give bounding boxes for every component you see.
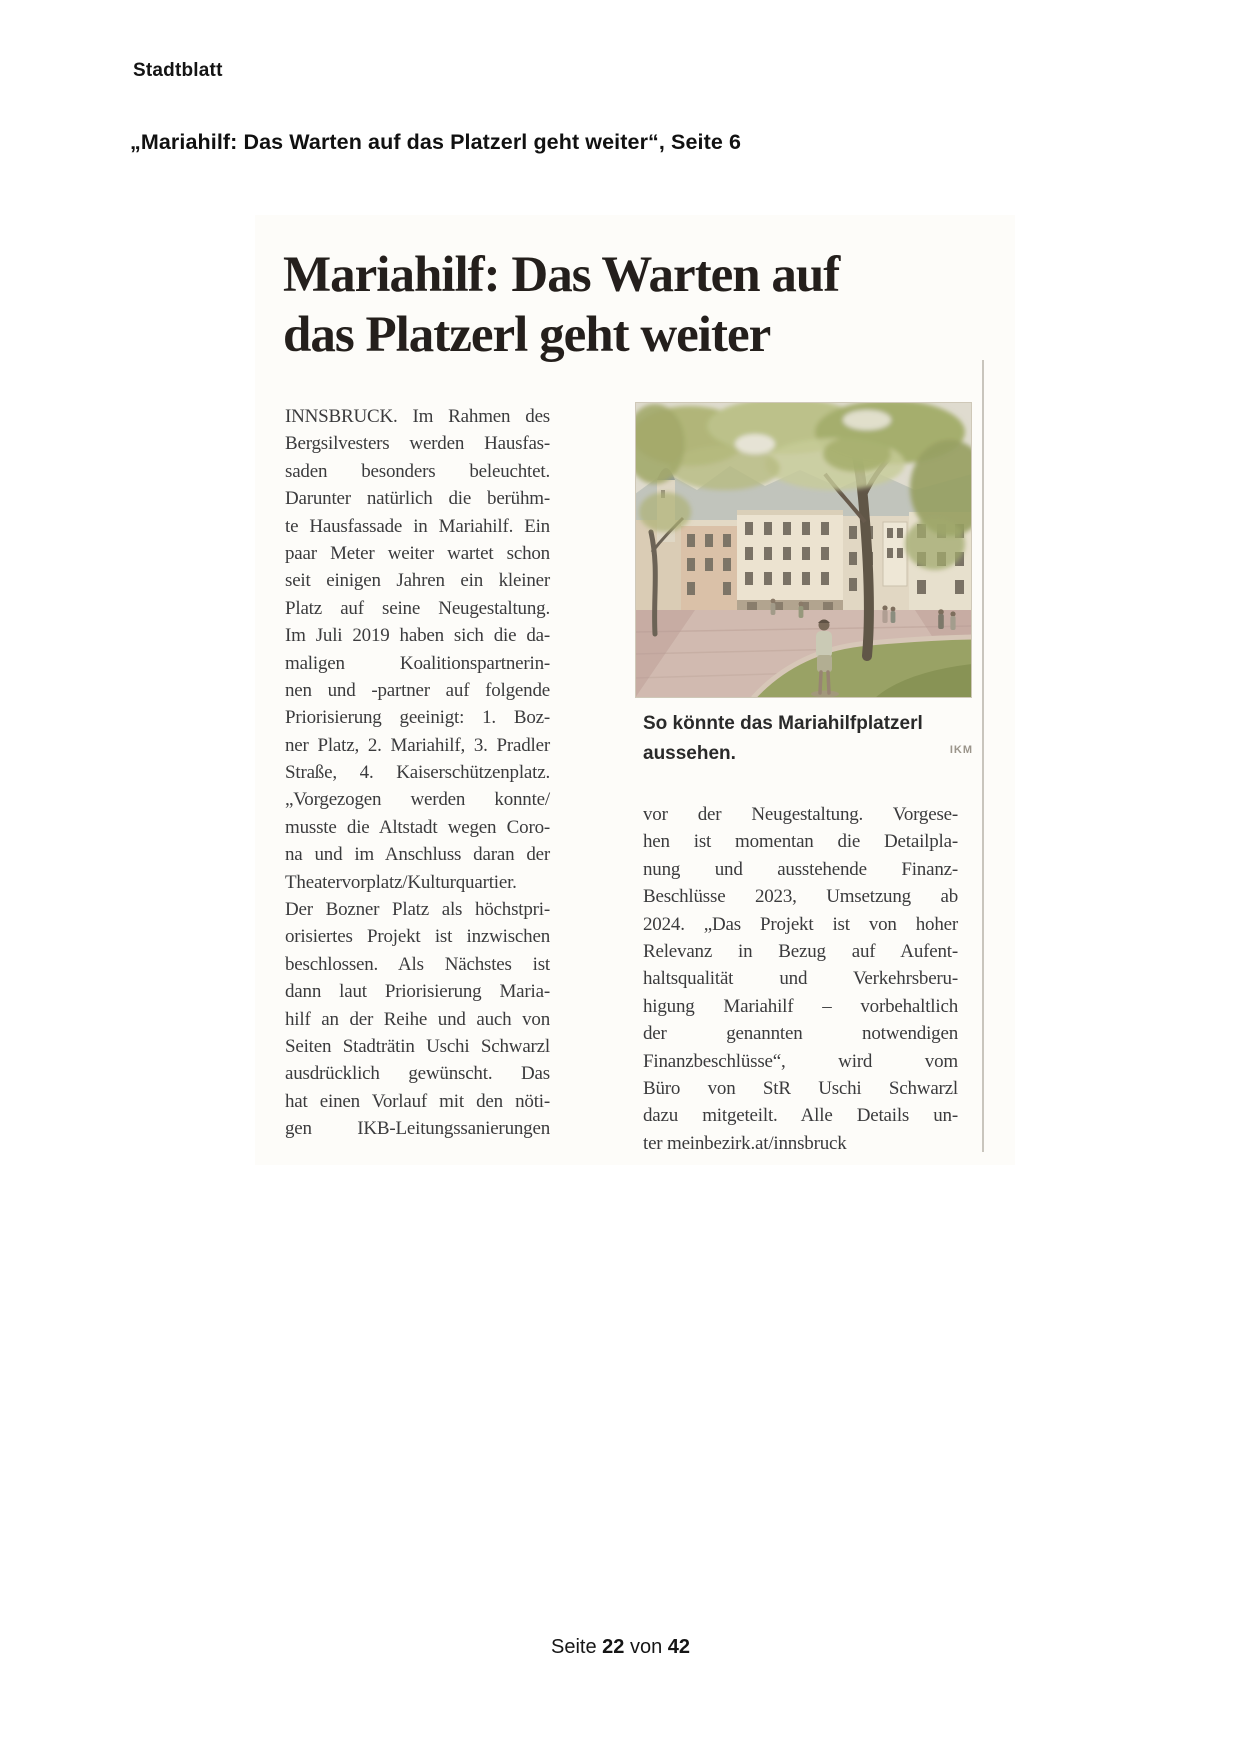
body-line: „Vorgezogen werden konnte/ bbox=[285, 789, 550, 811]
body-line: Straße, 4. Kaiserschützenplatz. bbox=[285, 762, 550, 784]
photo-credit: IKM bbox=[949, 744, 973, 756]
body-line: higung Mariahilf – vorbehaltlich bbox=[643, 995, 958, 1017]
footer-page-separator: von bbox=[624, 1636, 668, 1658]
body-line: Priorisierung geeinigt: 1. Boz- bbox=[285, 707, 550, 729]
body-line: orisiertes Projekt ist inzwischen bbox=[285, 926, 550, 948]
body-line: Der Bozner Platz als höchstpri- bbox=[285, 899, 550, 921]
body-line: nen und -partner auf folgende bbox=[285, 679, 550, 701]
body-column-right bbox=[643, 801, 958, 1157]
body-line: vor der Neugestaltung. Vorgese- bbox=[643, 804, 958, 825]
body-line: dann laut Priorisierung Maria- bbox=[285, 981, 550, 1003]
body-line: seit einigen Jahren ein kleiner bbox=[285, 570, 550, 592]
body-line: Bergsilvesters werden Hausfas- bbox=[285, 433, 550, 455]
body-line: musste die Altstadt wegen Coro- bbox=[285, 816, 550, 838]
body-line: te Hausfassade in Mariahilf. Ein bbox=[285, 515, 550, 537]
body-line: ner Platz, 2. Mariahilf, 3. Pradler bbox=[285, 734, 550, 756]
body-line: der genannten notwendigen bbox=[643, 1023, 958, 1045]
body-line: Theatervorplatz/Kulturquartier. bbox=[285, 871, 517, 893]
body-line: 2024. „Das Projekt ist von hoher bbox=[643, 913, 958, 935]
body-line: Im Juli 2019 haben sich die da- bbox=[285, 625, 550, 647]
footer-page-number: 22 bbox=[602, 1636, 625, 1658]
body-line: Beschlüsse 2023, Umsetzung ab bbox=[643, 886, 958, 908]
caption-line-1: So könnte das Mariahilfplatzerl bbox=[643, 713, 923, 734]
body-line: paar Meter weiter wartet schon bbox=[285, 542, 550, 564]
body-line: Darunter natürlich die berühm- bbox=[285, 488, 550, 510]
body-line: Platz auf seine Neugestaltung. bbox=[285, 597, 550, 619]
body-line: ausdrücklich gewünscht. Das bbox=[285, 1063, 550, 1085]
body-line: nung und ausstehende Finanz- bbox=[643, 858, 958, 880]
body-column-left bbox=[285, 403, 550, 1143]
footer-page-prefix: Seite bbox=[550, 1636, 603, 1658]
page-footer bbox=[0, 1636, 1241, 1659]
newspaper-clipping bbox=[255, 215, 1015, 1165]
body-line: haltsqualität und Verkehrsberu- bbox=[643, 968, 958, 990]
body-line: na und im Anschluss daran der bbox=[285, 844, 550, 866]
body-line: hilf an der Reihe und auch von bbox=[285, 1008, 550, 1030]
article-headline bbox=[283, 245, 943, 365]
body-line: Finanzbeschlüsse“, wird vom bbox=[643, 1050, 958, 1072]
body-line: Büro von StR Uschi Schwarzl bbox=[643, 1077, 958, 1099]
body-line: hat einen Vorlauf mit den nöti- bbox=[285, 1090, 550, 1112]
article-reference-line: „Mariahilf: Das Warten auf das Platzerl geht weiter“, Seite 6 bbox=[130, 130, 742, 154]
photo-caption bbox=[643, 709, 973, 773]
body-line: maligen Koalitionspartnerin- bbox=[285, 652, 550, 674]
footer-total-pages: 42 bbox=[667, 1636, 690, 1658]
body-line: dazu mitgeteilt. Alle Details un- bbox=[643, 1105, 958, 1127]
body-line: Relevanz in Bezug auf Aufent- bbox=[643, 940, 958, 962]
caption-line-2: aussehen. bbox=[643, 743, 736, 764]
plaza-rendering-illustration bbox=[635, 402, 972, 698]
headline-line-2: das Platzerl geht weiter bbox=[283, 307, 771, 363]
article-photo bbox=[635, 402, 972, 698]
body-line: Seiten Stadträtin Uschi Schwarzl bbox=[285, 1035, 550, 1057]
column-divider-rule bbox=[982, 360, 984, 1152]
body-line: beschlossen. Als Nächstes ist bbox=[285, 953, 550, 975]
body-line: hen ist momentan die Detailpla- bbox=[643, 831, 958, 853]
body-line: saden besonders beleuchtet. bbox=[285, 460, 550, 482]
body-line: gen IKB-Leitungssanierungen bbox=[285, 1118, 550, 1140]
headline-line-1: Mariahilf: Das Warten auf bbox=[283, 247, 840, 303]
body-line: ter meinbezirk.at/innsbruck bbox=[643, 1132, 847, 1154]
body-line: INNSBRUCK. Im Rahmen des bbox=[285, 406, 550, 427]
publication-name: Stadtblatt bbox=[133, 60, 223, 81]
